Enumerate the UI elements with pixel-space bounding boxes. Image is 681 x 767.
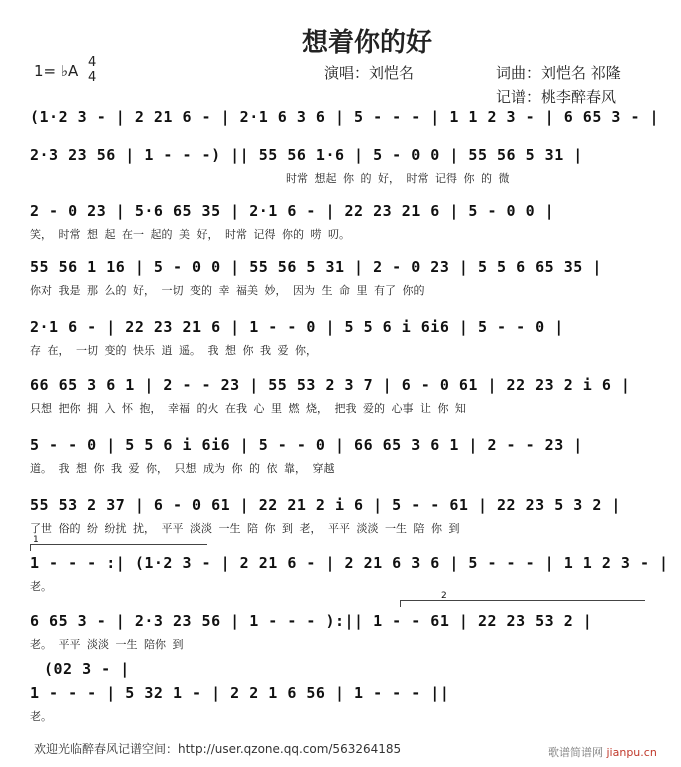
lyrics-line: 存 在， 一切 变的 快乐 逍 遥。 我 想 你 我 爱 你， [30,344,317,357]
watermark-url: jianpu.cn [606,746,657,759]
time-signature-top: 4 [88,55,97,70]
key-signature: 1= ♭A [34,62,79,80]
score-title: 想着你的好 [302,28,433,58]
notation-line: 5 - - 0 | 5 5 6 i 6i6 | 5 - - 0 | 66 65 3 6 1 | 2 - - 23 | [30,436,583,454]
footer-link-text: 欢迎光临醉春风记谱空间：http://user.qzone.qq.com/563264185 [34,742,402,756]
notation-line: 1 - - - | 5 32 1 - | 2 2 1 6 56 | 1 - - - || [30,684,450,702]
site-watermark [548,744,657,760]
notation-line: 6 65 3 - | 2·3 23 56 | 1 - - - ):|| 1 - - 61 | 22 23 53 2 | [30,612,593,630]
time-signature-bottom: 4 [88,70,97,85]
singer-credit: 演唱：刘恺名 [324,64,415,82]
notation-line: 55 56 1 16 | 5 - 0 0 | 55 56 5 31 | 2 - 0 23 | 5 5 6 65 35 | [30,258,602,276]
volta-bracket-second: 2 [400,600,645,607]
lyrics-line: 道。 我 想 你 我 爱 你， 只想 成为 你 的 依 靠， 穿越 [30,462,335,475]
volta-bracket-first: 1 [30,544,207,551]
notation-line: (02 3 - | [44,660,130,678]
lyrics-line: 老。 平平 淡淡 一生 陪你 到 [30,638,184,651]
notation-line: 2·3 23 56 | 1 - - -) || 55 56 1·6 | 5 - 0 0 | 55 56 5 31 | [30,146,583,164]
notation-line: 66 65 3 6 1 | 2 - - 23 | 55 53 2 3 7 | 6 - 0 61 | 22 23 2 i 6 | [30,376,631,394]
lyrics-line: 了世 俗的 纷 纷扰 扰， 平平 淡淡 一生 陪 你 到 老， 平平 淡淡 一生 陪 你 到 [30,522,460,535]
lyrics-line: 老。 [30,710,52,723]
notation-line: 55 53 2 37 | 6 - 0 61 | 22 21 2 i 6 | 5 - - 61 | 22 23 5 3 2 | [30,496,621,514]
lyrics-line: 你对 我是 那 么的 好， 一切 变的 幸 福美 妙， 因为 生 命 里 有了 你的 [30,284,425,297]
lyrics-line: 只想 把你 拥 入 怀 抱， 幸福 的火 在我 心 里 燃 烧， 把我 爱的 心事 让 你 知 [30,402,466,415]
notation-line: 2 - 0 23 | 5·6 65 35 | 2·1 6 - | 22 23 21 6 | 5 - 0 0 | [30,202,555,220]
notation-line: (1·2 3 - | 2 21 6 - | 2·1 6 3 6 | 5 - - - | 1 1 2 3 - | 6 65 3 - | [30,108,660,126]
notation-line: 1 - - - :| (1·2 3 - | 2 21 6 - | 2 21 6 3 6 | 5 - - - | 1 1 2 3 - | [30,554,669,572]
lyrics-line: 笑， 时常 想 起 在一 起的 美 好， 时常 记得 你的 唠 叨。 [30,228,350,241]
transcriber-credit: 记谱：桃李醉春风 [496,88,617,106]
lyrics-line: 老。 [30,580,52,593]
time-signature [88,55,96,85]
composer-credit: 词曲：刘恺名 祁隆 [496,64,621,82]
notation-line: 2·1 6 - | 22 23 21 6 | 1 - - 0 | 5 5 6 i 6i6 | 5 - - 0 | [30,318,564,336]
watermark-label: 歌谱简谱网 [548,746,603,759]
lyrics-line: 时常 想起 你 的 好， 时常 记得 你 的 微 [286,172,510,185]
